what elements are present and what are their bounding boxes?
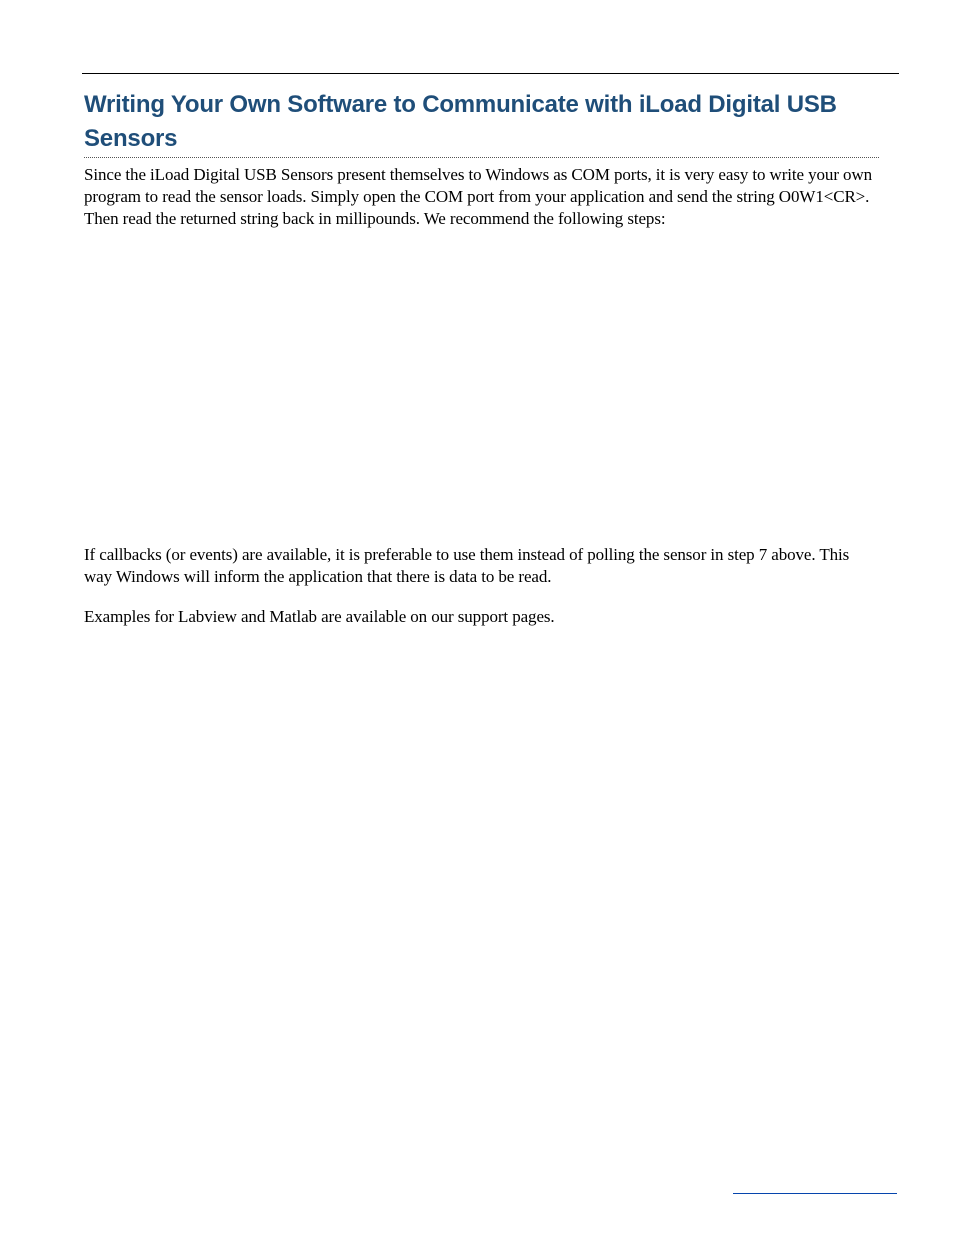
header-rule: [82, 73, 899, 74]
footer-link-underline[interactable]: [733, 1193, 897, 1194]
section-heading: Writing Your Own Software to Communicate with iLoad Digital USB Sensors: [84, 91, 837, 152]
intro-paragraph: Since the iLoad Digital USB Sensors present themselves to Windows as COM ports, it is very easy to write your own program to read the sensor loads. Simply open the COM port from your application and send the string O0W1<CR>. Then read the returned string back in millipounds. We recommend the following steps:: [84, 165, 873, 228]
examples-paragraph: Examples for Labview and Matlab are available on our support pages.: [84, 607, 555, 626]
callbacks-paragraph: If callbacks (or events) are available, it is preferable to use them instead of polling the sensor in step 7 above. This way Windows will inform the application that there is data to be read.: [84, 545, 850, 586]
heading-dotted-rule: [84, 157, 879, 158]
